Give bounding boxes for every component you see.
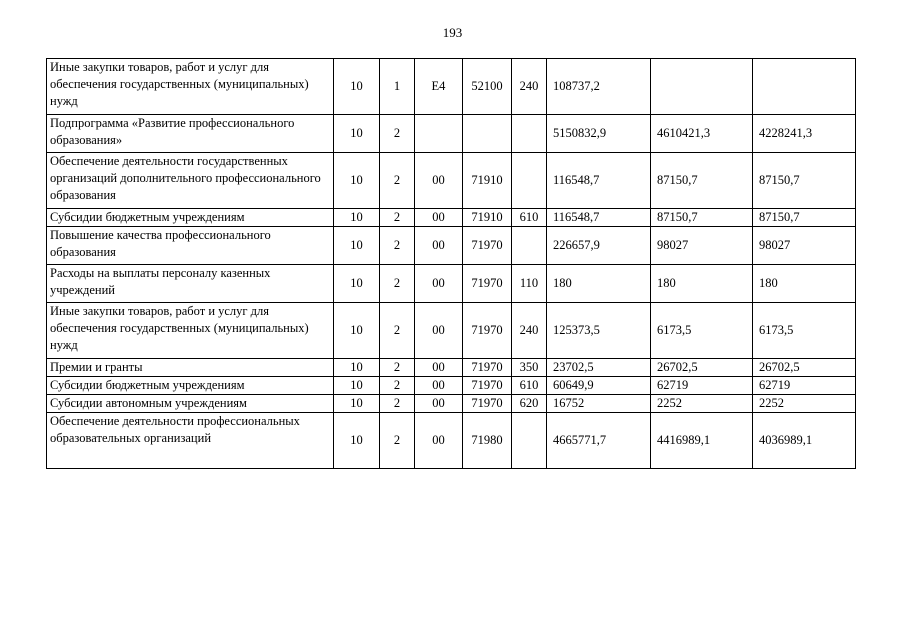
amount-year-1: 116548,7 (547, 153, 651, 209)
row-name: Иные закупки товаров, работ и услуг для обеспечения государственных (муниципальных) нужд (47, 59, 334, 115)
table-body (47, 59, 856, 469)
table-row (47, 413, 856, 469)
amount-year-1: 23702,5 (547, 359, 651, 377)
subsection-code: 2 (380, 153, 415, 209)
expense-type-code: 240 (512, 303, 547, 359)
amount-year-2: 98027 (651, 227, 753, 265)
amount-year-2: 87150,7 (651, 153, 753, 209)
amount-year-1: 60649,9 (547, 377, 651, 395)
amount-year-2: 2252 (651, 395, 753, 413)
target-code: 52100 (463, 59, 512, 115)
amount-year-1: 180 (547, 265, 651, 303)
amount-year-2: 4610421,3 (651, 115, 753, 153)
program-code: 00 (415, 209, 463, 227)
amount-year-3: 26702,5 (753, 359, 856, 377)
amount-year-1: 16752 (547, 395, 651, 413)
expense-type-code: 240 (512, 59, 547, 115)
subsection-code: 1 (380, 59, 415, 115)
table-row (47, 209, 856, 227)
amount-year-3: 87150,7 (753, 153, 856, 209)
table-row (47, 377, 856, 395)
target-code: 71970 (463, 359, 512, 377)
target-code: 71980 (463, 413, 512, 469)
program-code: 00 (415, 227, 463, 265)
row-name: Премии и гранты (47, 359, 334, 377)
table-row (47, 265, 856, 303)
program-code: 00 (415, 303, 463, 359)
amount-year-3: 98027 (753, 227, 856, 265)
amount-year-3: 2252 (753, 395, 856, 413)
amount-year-3: 87150,7 (753, 209, 856, 227)
amount-year-2 (651, 59, 753, 115)
target-code: 71910 (463, 153, 512, 209)
subsection-code: 2 (380, 359, 415, 377)
subsection-code: 2 (380, 209, 415, 227)
program-code (415, 115, 463, 153)
amount-year-2: 180 (651, 265, 753, 303)
subsection-code: 2 (380, 303, 415, 359)
section-code: 10 (334, 413, 380, 469)
amount-year-3: 4036989,1 (753, 413, 856, 469)
row-name: Субсидии бюджетным учреждениям (47, 377, 334, 395)
table-row (47, 115, 856, 153)
program-code: 00 (415, 359, 463, 377)
target-code: 71970 (463, 265, 512, 303)
target-code: 71970 (463, 377, 512, 395)
section-code: 10 (334, 59, 380, 115)
amount-year-1: 108737,2 (547, 59, 651, 115)
program-code: 00 (415, 377, 463, 395)
table-row (47, 59, 856, 115)
program-code: Е4 (415, 59, 463, 115)
target-code (463, 115, 512, 153)
row-name: Субсидии автономным учреждениям (47, 395, 334, 413)
row-name: Обеспечение деятельности государственных организаций дополнительного профессионального образования (47, 153, 334, 209)
amount-year-1: 125373,5 (547, 303, 651, 359)
amount-year-3: 180 (753, 265, 856, 303)
amount-year-3: 6173,5 (753, 303, 856, 359)
subsection-code: 2 (380, 265, 415, 303)
expense-type-code (512, 115, 547, 153)
expense-type-code (512, 227, 547, 265)
expense-type-code (512, 413, 547, 469)
section-code: 10 (334, 395, 380, 413)
amount-year-2: 4416989,1 (651, 413, 753, 469)
amount-year-3: 4228241,3 (753, 115, 856, 153)
subsection-code: 2 (380, 377, 415, 395)
table-row (47, 395, 856, 413)
expense-type-code: 620 (512, 395, 547, 413)
expense-type-code (512, 153, 547, 209)
amount-year-1: 5150832,9 (547, 115, 651, 153)
amount-year-3 (753, 59, 856, 115)
target-code: 71910 (463, 209, 512, 227)
expense-type-code: 350 (512, 359, 547, 377)
target-code: 71970 (463, 303, 512, 359)
amount-year-1: 226657,9 (547, 227, 651, 265)
amount-year-2: 6173,5 (651, 303, 753, 359)
expense-type-code: 610 (512, 209, 547, 227)
program-code: 00 (415, 395, 463, 413)
table-row (47, 227, 856, 265)
row-name: Иные закупки товаров, работ и услуг для обеспечения государственных (муниципальных) нужд (47, 303, 334, 359)
table-row (47, 303, 856, 359)
expense-type-code: 110 (512, 265, 547, 303)
table-row (47, 153, 856, 209)
amount-year-2: 26702,5 (651, 359, 753, 377)
page-number: 193 (442, 25, 463, 40)
table-row (47, 359, 856, 377)
row-name: Субсидии бюджетным учреждениям (47, 209, 334, 227)
section-code: 10 (334, 209, 380, 227)
target-code: 71970 (463, 395, 512, 413)
program-code: 00 (415, 413, 463, 469)
target-code: 71970 (463, 227, 512, 265)
section-code: 10 (334, 359, 380, 377)
budget-table (46, 58, 856, 469)
amount-year-1: 4665771,7 (547, 413, 651, 469)
section-code: 10 (334, 227, 380, 265)
subsection-code: 2 (380, 413, 415, 469)
row-name: Повышение качества профессионального образования (47, 227, 334, 265)
section-code: 10 (334, 303, 380, 359)
subsection-code: 2 (380, 227, 415, 265)
section-code: 10 (334, 115, 380, 153)
section-code: 10 (334, 377, 380, 395)
subsection-code: 2 (380, 395, 415, 413)
amount-year-3: 62719 (753, 377, 856, 395)
subsection-code: 2 (380, 115, 415, 153)
row-name: Расходы на выплаты персоналу казенных учреждений (47, 265, 334, 303)
row-name: Обеспечение деятельности профессиональных образовательных организаций (47, 413, 334, 469)
section-code: 10 (334, 153, 380, 209)
row-name: Подпрограмма «Развитие профессионального образования» (47, 115, 334, 153)
amount-year-2: 62719 (651, 377, 753, 395)
program-code: 00 (415, 265, 463, 303)
amount-year-1: 116548,7 (547, 209, 651, 227)
expense-type-code: 610 (512, 377, 547, 395)
amount-year-2: 87150,7 (651, 209, 753, 227)
section-code: 10 (334, 265, 380, 303)
program-code: 00 (415, 153, 463, 209)
